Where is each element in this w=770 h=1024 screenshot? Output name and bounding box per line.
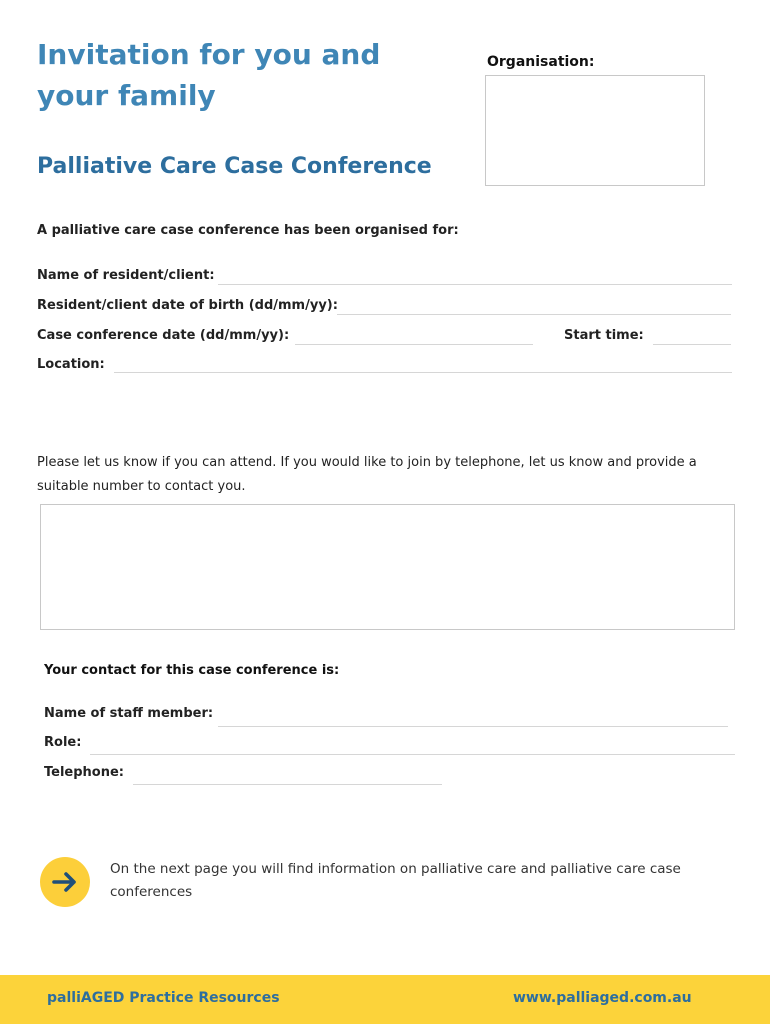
page-subtitle: Palliative Care Case Conference	[37, 154, 432, 179]
staff-name-field[interactable]	[218, 726, 728, 727]
arrow-right-icon	[50, 867, 80, 897]
footer-url[interactable]: www.palliaged.com.au	[513, 990, 692, 1006]
location-field[interactable]	[114, 372, 732, 373]
telephone-field[interactable]	[133, 784, 442, 785]
role-field[interactable]	[90, 754, 735, 755]
organisation-label: Organisation:	[487, 54, 595, 70]
conference-date-label: Case conference date (dd/mm/yy):	[37, 328, 290, 343]
page-title: Invitation for you and your family	[37, 38, 381, 112]
dob-label: Resident/client date of birth (dd/mm/yy):	[37, 298, 338, 313]
footer-bar	[0, 975, 770, 1024]
role-label: Role:	[44, 735, 82, 750]
intro-text: A palliative care case conference has been organised for:	[37, 223, 459, 238]
location-label: Location:	[37, 357, 105, 372]
next-page-badge	[40, 857, 90, 907]
staff-name-label: Name of staff member:	[44, 706, 214, 721]
organisation-field[interactable]	[485, 75, 705, 186]
contact-heading: Your contact for this case conference is:	[44, 663, 340, 678]
footer-brand: palliAGED Practice Resources	[47, 990, 280, 1006]
attend-instructions: Please let us know if you can attend. If you would like to join by telephone, let us know and provide a suitable number to contact you.	[37, 455, 697, 494]
conference-date-field[interactable]	[295, 344, 533, 345]
start-time-label: Start time:	[564, 328, 644, 343]
reply-box[interactable]	[40, 504, 735, 630]
dob-field[interactable]	[337, 314, 731, 315]
resident-name-field[interactable]	[218, 284, 732, 285]
next-page-text: On the next page you will find information on palliative care and palliative care case conferences	[110, 861, 681, 900]
resident-name-label: Name of resident/client:	[37, 268, 215, 283]
telephone-label: Telephone:	[44, 765, 124, 780]
start-time-field[interactable]	[653, 344, 731, 345]
